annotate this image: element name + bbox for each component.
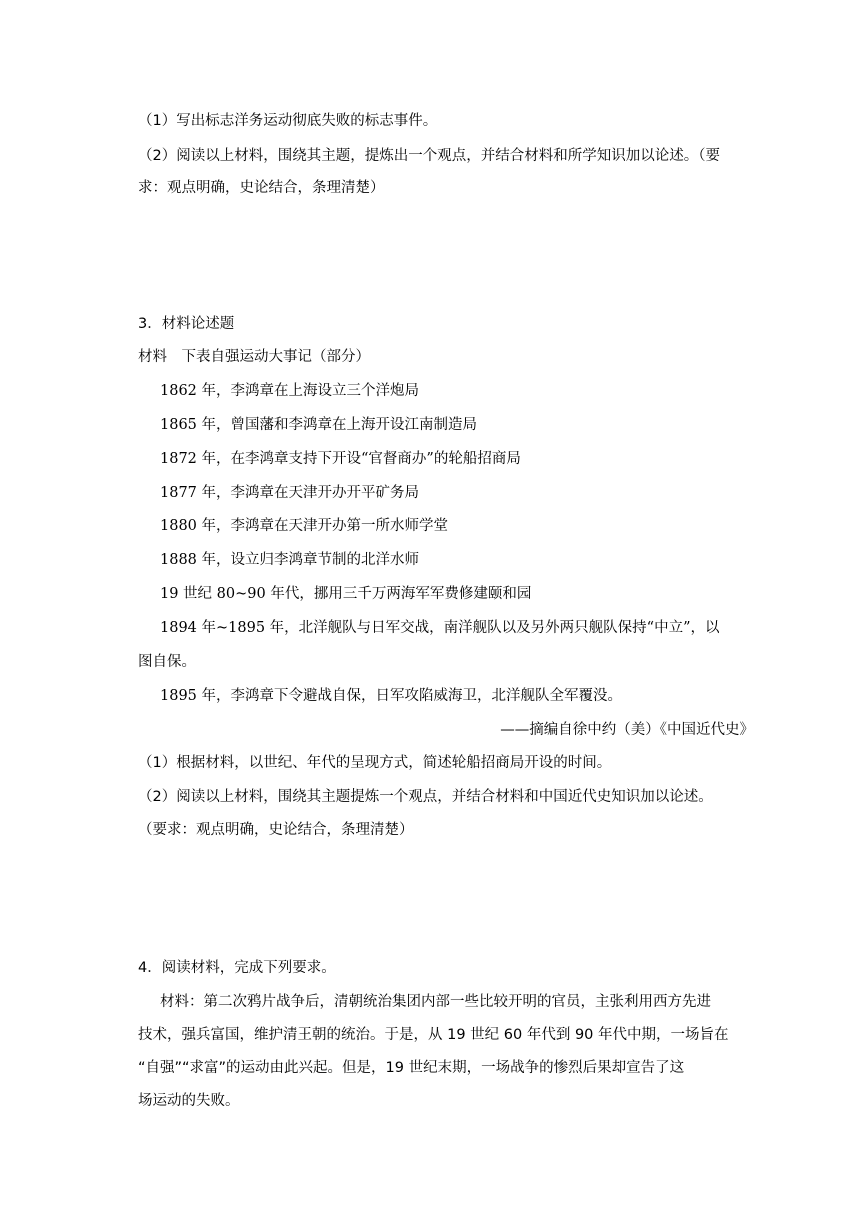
event-line: 1894 年~1895 年，北洋舰队与日军交战，南洋舰队以及另外两只舰队保持“中立”，以 — [160, 620, 720, 636]
section-4-title: 4．阅读材料，完成下列要求。 — [138, 960, 336, 976]
source-citation: ——摘编自徐中约（美）《中国近代史》 — [500, 722, 754, 738]
event-line: 1877 年，李鸿章在天津开办开平矿务局 — [160, 485, 420, 501]
event-line: 1865 年，曾国藩和李鸿章在上海开设江南制造局 — [160, 417, 478, 433]
event-line: 1872 年，在李鸿章支持下开设“官督商办”的轮船招商局 — [160, 451, 521, 467]
section-3-intro: 材料 下表自强运动大事记（部分） — [138, 349, 370, 365]
event-line: 1880 年，李鸿章在天津开办第一所水师学堂 — [160, 518, 449, 534]
material-paragraph-line: 技术，强兵富国，维护清王朝的统治。于是，从 19 世纪 60 年代到 90 年代中期，一场旨在 — [138, 1027, 729, 1043]
material-paragraph-line: “自强”“求富”的运动由此兴起。但是，19 世纪末期，一场战争的惨烈后果却宣告了这 — [138, 1060, 685, 1076]
event-line: 1888 年，设立归李鸿章节制的北洋水师 — [160, 552, 420, 568]
question-1-2-line2: 求：观点明确，史论结合，条理清楚） — [138, 180, 385, 196]
material-paragraph-line: 场运动的失败。 — [138, 1093, 240, 1109]
event-line: 1862 年，李鸿章在上海设立三个洋炮局 — [160, 383, 420, 399]
question-3-1: （1）根据材料，以世纪、年代的呈现方式，简述轮船招商局开设的时间。 — [138, 755, 612, 771]
material-paragraph-line: 材料：第二次鸦片战争后，清朝统治集团内部一些比较开明的官员，主张利用西方先进 — [160, 994, 711, 1010]
question-3-2-line1: （2）阅读以上材料，围绕其主题提炼一个观点，并结合材料和中国近代史知识加以论述。 — [138, 789, 713, 805]
question-1-1: （1）写出标志洋务运动彻底失败的标志事件。 — [138, 113, 438, 129]
event-line-continued: 图自保。 — [138, 654, 196, 670]
event-line: 1895 年，李鸿章下令避战自保，日军攻陷威海卫，北洋舰队全军覆没。 — [160, 688, 623, 704]
event-line: 19 世纪 80~90 年代，挪用三千万两海军军费修建颐和园 — [160, 586, 532, 602]
question-1-2-line1: （2）阅读以上材料，围绕其主题，提炼出一个观点，并结合材料和所学知识加以论述。（要 — [138, 148, 720, 164]
section-3-title: 3．材料论述题 — [138, 316, 235, 332]
question-3-2-line2: （要求：观点明确，史论结合，条理清楚） — [138, 822, 414, 838]
